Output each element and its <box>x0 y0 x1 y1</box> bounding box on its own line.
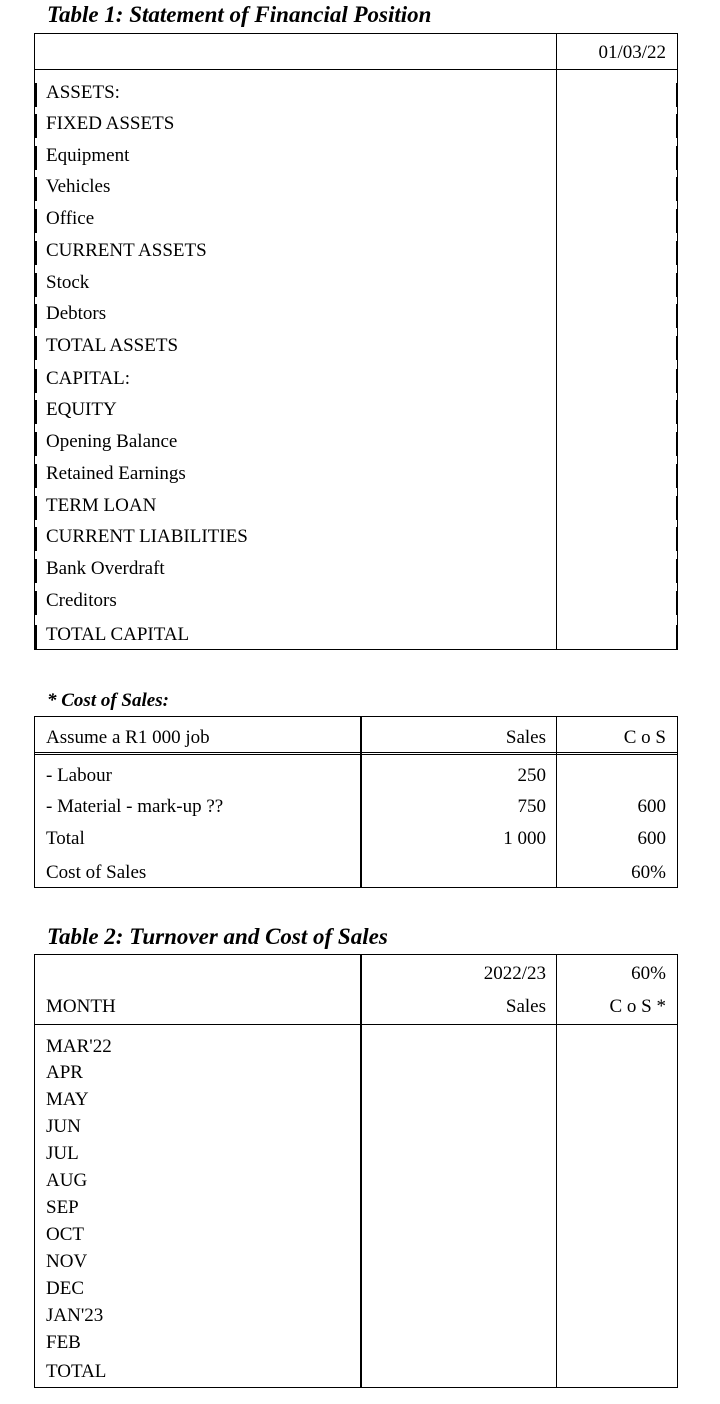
month-header: MONTH <box>46 996 116 1017</box>
month-row-label: JUL <box>46 1143 79 1164</box>
row-label: TOTAL CAPITAL <box>46 624 190 645</box>
month-row-label: JAN'23 <box>46 1305 104 1326</box>
financial-position-table <box>34 33 678 650</box>
row-edge <box>35 114 37 138</box>
row-edge <box>676 177 678 201</box>
row-label: TOTAL ASSETS <box>46 335 179 356</box>
row-edge <box>676 369 678 393</box>
row-label: ASSETS: <box>46 82 120 103</box>
row-edge <box>35 209 37 233</box>
cos-row-label: Total <box>46 828 85 849</box>
table1-title: Table 1: Statement of Financial Position <box>47 2 432 27</box>
row-label: CURRENT ASSETS <box>46 240 207 261</box>
row-edge <box>676 336 678 360</box>
row-label: Creditors <box>46 590 117 611</box>
row-label: CAPITAL: <box>46 368 130 389</box>
row-edge <box>676 114 678 138</box>
row-edge <box>35 400 37 424</box>
row-edge <box>676 83 678 107</box>
row-label: Bank Overdraft <box>46 558 165 579</box>
cost-of-sales-title: * Cost of Sales: <box>47 690 169 711</box>
cos-row-cos: 60% <box>631 862 666 883</box>
row-label: Vehicles <box>46 176 111 197</box>
cos-row-label: Cost of Sales <box>46 862 147 883</box>
cos-row-label: - Material - mark-up ?? <box>46 796 224 817</box>
header-divider <box>35 1024 677 1025</box>
cos-row-cos: 600 <box>637 828 666 849</box>
row-edge <box>35 369 37 393</box>
cos-row-sales: 750 <box>517 796 546 817</box>
column-divider <box>556 955 557 1387</box>
header-divider <box>35 69 677 70</box>
month-row-label: MAR'22 <box>46 1036 112 1057</box>
row-edge <box>35 432 37 456</box>
column-divider <box>556 717 557 887</box>
header-divider <box>35 752 677 753</box>
month-row-label: FEB <box>46 1332 81 1353</box>
month-row-label: MAY <box>46 1089 89 1110</box>
row-label: TERM LOAN <box>46 495 157 516</box>
cos-header-label: Assume a R1 000 job <box>46 727 210 748</box>
date-header: 01/03/22 <box>598 42 666 63</box>
row-edge <box>35 83 37 107</box>
row-edge <box>35 527 37 551</box>
row-edge <box>676 591 678 615</box>
row-edge <box>676 273 678 297</box>
row-edge <box>676 496 678 520</box>
row-edge <box>35 304 37 328</box>
row-label: EQUITY <box>46 399 117 420</box>
sales-header: Sales <box>505 996 546 1017</box>
cos-row-cos: 600 <box>637 796 666 817</box>
row-edge <box>676 400 678 424</box>
header-divider <box>35 754 677 755</box>
column-divider <box>360 955 362 1387</box>
row-edge <box>676 432 678 456</box>
year-header: 2022/23 <box>483 963 546 984</box>
row-label: Office <box>46 208 95 229</box>
cos-row-label: - Labour <box>46 765 112 786</box>
month-row-label: AUG <box>46 1170 88 1191</box>
column-divider <box>556 34 557 649</box>
row-label: Debtors <box>46 303 107 324</box>
row-edge <box>35 177 37 201</box>
month-row-label: OCT <box>46 1224 84 1245</box>
row-edge <box>35 336 37 360</box>
row-label: Equipment <box>46 145 130 166</box>
row-edge <box>676 559 678 583</box>
row-edge <box>676 625 678 649</box>
row-edge <box>35 559 37 583</box>
row-edge <box>676 527 678 551</box>
month-row-label: NOV <box>46 1251 88 1272</box>
row-edge <box>35 591 37 615</box>
row-edge <box>35 146 37 170</box>
cos-row-sales: 1 000 <box>503 828 546 849</box>
row-label: Stock <box>46 272 90 293</box>
cos-row-sales: 250 <box>517 765 546 786</box>
row-edge <box>676 241 678 265</box>
row-edge <box>676 146 678 170</box>
row-edge <box>35 464 37 488</box>
table2-title: Table 2: Turnover and Cost of Sales <box>47 924 388 949</box>
row-edge <box>35 625 37 649</box>
cos-header-sales: Sales <box>505 727 546 748</box>
month-row-label: APR <box>46 1062 83 1083</box>
pct-header: 60% <box>631 963 666 984</box>
row-edge <box>676 304 678 328</box>
month-row-label: SEP <box>46 1197 79 1218</box>
cos-header: C o S * <box>609 996 666 1017</box>
row-edge <box>676 464 678 488</box>
row-edge <box>676 209 678 233</box>
total-row-label: TOTAL <box>46 1361 107 1382</box>
row-edge <box>35 273 37 297</box>
cos-header-cos: C o S <box>623 727 666 748</box>
row-label: Opening Balance <box>46 431 178 452</box>
month-row-label: JUN <box>46 1116 81 1137</box>
month-row-label: DEC <box>46 1278 84 1299</box>
row-edge <box>35 496 37 520</box>
row-label: Retained Earnings <box>46 463 186 484</box>
row-edge <box>35 241 37 265</box>
column-divider <box>360 717 362 887</box>
cost-of-sales-table <box>34 716 678 888</box>
row-label: CURRENT LIABILITIES <box>46 526 248 547</box>
row-label: FIXED ASSETS <box>46 113 175 134</box>
turnover-table <box>34 954 678 1388</box>
